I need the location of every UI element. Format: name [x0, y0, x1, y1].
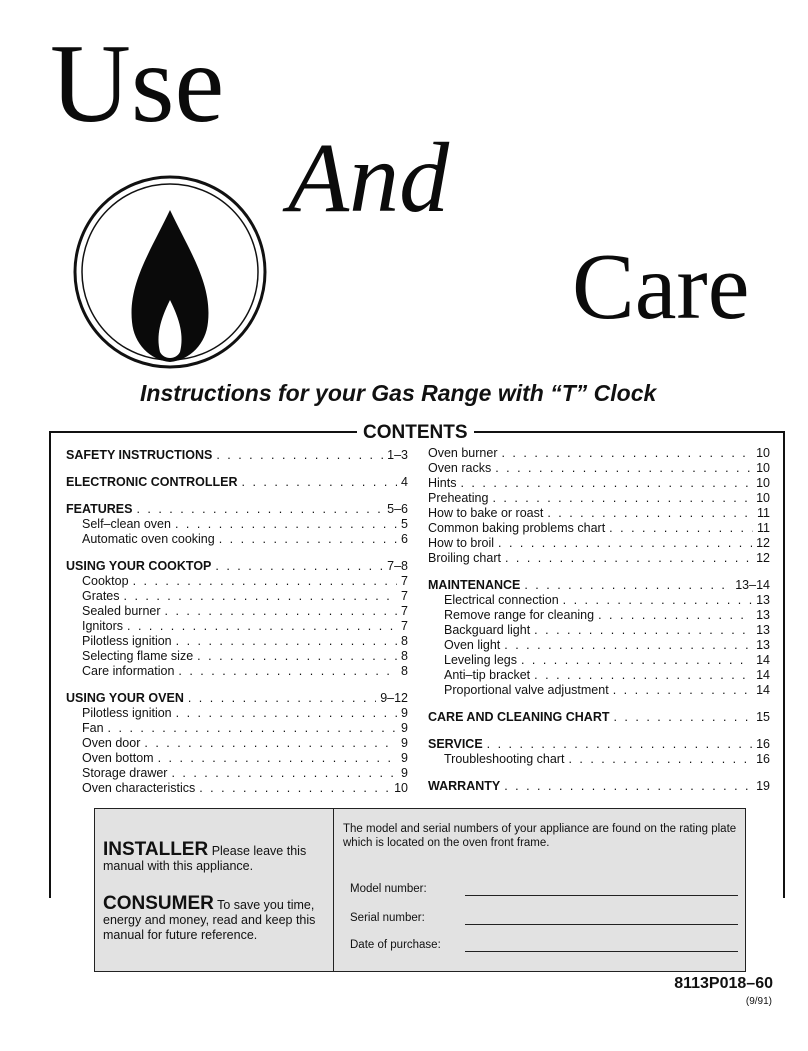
flame-logo-icon — [70, 172, 270, 372]
toc-leader — [216, 448, 383, 463]
toc-page: 7–8 — [387, 559, 408, 573]
toc-page: 8 — [401, 664, 408, 678]
model-number-label: Model number: — [350, 883, 427, 895]
catalog-number: 8113P018–60 — [674, 975, 773, 992]
toc-page: 15 — [756, 710, 770, 724]
toc-row[interactable] — [428, 461, 770, 476]
toc-label: Backguard light — [444, 623, 531, 637]
toc-row[interactable] — [428, 608, 770, 623]
toc-row[interactable] — [428, 551, 770, 566]
toc-page: 13–14 — [735, 578, 770, 592]
toc-row[interactable] — [66, 664, 408, 679]
toc-row[interactable] — [428, 491, 770, 506]
toc-right-column — [428, 446, 770, 794]
toc-leader — [547, 506, 753, 521]
toc-label: Automatic oven cooking — [82, 532, 215, 546]
toc-row[interactable] — [428, 779, 770, 794]
toc-leader — [197, 649, 397, 664]
serial-number-line[interactable] — [465, 924, 738, 925]
toc-label: How to broil — [428, 536, 494, 550]
toc-row[interactable] — [428, 683, 770, 698]
toc-leader — [568, 752, 752, 767]
toc-row[interactable] — [66, 574, 408, 589]
toc-page: 7 — [401, 589, 408, 603]
toc-row[interactable] — [66, 706, 408, 721]
toc-row[interactable] — [66, 589, 408, 604]
toc-label: Storage drawer — [82, 766, 168, 780]
toc-leader — [144, 736, 397, 751]
toc-row[interactable] — [428, 446, 770, 461]
notice-right-panel — [334, 809, 745, 971]
date-of-purchase-line[interactable] — [465, 951, 738, 952]
model-number-field[interactable] — [350, 883, 427, 895]
toc-leader — [487, 737, 752, 752]
toc-page: 8 — [401, 649, 408, 663]
toc-page: 10 — [756, 461, 770, 475]
toc-label: Pilotless ignition — [82, 634, 172, 648]
date-of-purchase-field[interactable] — [350, 939, 441, 951]
toc-leader — [598, 608, 752, 623]
toc-label: Common baking problems chart — [428, 521, 606, 535]
toc-row[interactable] — [66, 736, 408, 751]
toc-leader — [127, 619, 397, 634]
toc-leader — [215, 559, 383, 574]
toc-label: USING YOUR COOKTOP — [66, 559, 212, 573]
toc-row[interactable] — [66, 448, 408, 463]
toc-row[interactable] — [428, 623, 770, 638]
toc-page: 9 — [401, 706, 408, 720]
toc-label: Remove range for cleaning — [444, 608, 595, 622]
toc-row[interactable] — [428, 521, 770, 536]
toc-page: 7 — [401, 574, 408, 588]
toc-leader — [175, 517, 397, 532]
toc-page: 9 — [401, 766, 408, 780]
toc-leader — [108, 721, 398, 736]
toc-row[interactable] — [66, 619, 408, 634]
consumer-block — [103, 895, 331, 943]
toc-leader — [504, 638, 752, 653]
toc-leader — [495, 461, 752, 476]
toc-row[interactable] — [428, 593, 770, 608]
toc-leader — [609, 521, 753, 536]
toc-leader — [158, 751, 397, 766]
toc-page: 9 — [401, 721, 408, 735]
contents-heading: CONTENTS — [357, 422, 474, 444]
toc-leader — [136, 502, 383, 517]
toc-page: 9 — [401, 751, 408, 765]
toc-label: Troubleshooting chart — [444, 752, 565, 766]
toc-label: Electrical connection — [444, 593, 559, 607]
installer-text: Please leave this manual with this appliance. — [103, 844, 307, 873]
toc-page: 5 — [401, 517, 408, 531]
toc-page: 6 — [401, 532, 408, 546]
toc-page: 14 — [756, 683, 770, 697]
toc-row[interactable] — [66, 532, 408, 547]
toc-label: Ignitors — [82, 619, 123, 633]
toc-page: 14 — [756, 668, 770, 682]
toc-label: Oven light — [444, 638, 501, 652]
toc-row[interactable] — [428, 653, 770, 668]
toc-leader — [613, 710, 752, 725]
toc-leader — [501, 446, 752, 461]
toc-label: Grates — [82, 589, 120, 603]
toc-leader — [505, 551, 752, 566]
toc-label: Oven burner — [428, 446, 498, 460]
toc-page: 10 — [756, 476, 770, 490]
toc-row[interactable] — [66, 502, 408, 517]
toc-page: 4 — [401, 475, 408, 489]
toc-label: WARRANTY — [428, 779, 501, 793]
consumer-text: To save you time, energy and money, read and keep this manual for future reference. — [103, 898, 316, 942]
toc-page: 9–12 — [380, 691, 408, 705]
toc-row[interactable] — [428, 506, 770, 521]
toc-leader — [534, 668, 752, 683]
toc-page: 10 — [756, 491, 770, 505]
toc-leader — [492, 491, 752, 506]
toc-page: 10 — [394, 781, 408, 795]
toc-row[interactable] — [66, 475, 408, 490]
toc-leader — [133, 574, 397, 589]
toc-row[interactable] — [66, 721, 408, 736]
toc-row[interactable] — [66, 517, 408, 532]
toc-label: Selecting flame size — [82, 649, 194, 663]
toc-label: Care information — [82, 664, 175, 678]
toc-label: Oven door — [82, 736, 141, 750]
toc-leader — [124, 589, 398, 604]
installer-block — [103, 841, 331, 874]
toc-row[interactable] — [66, 766, 408, 781]
toc-page: 16 — [756, 737, 770, 751]
toc-leader — [176, 634, 397, 649]
toc-label: Oven characteristics — [82, 781, 196, 795]
toc-page: 14 — [756, 653, 770, 667]
toc-leader — [504, 779, 752, 794]
installer-heading: INSTALLER — [103, 839, 209, 860]
toc-leader — [165, 604, 398, 619]
toc-page: 7 — [401, 604, 408, 618]
toc-leader — [563, 593, 752, 608]
toc-label: SAFETY INSTRUCTIONS — [66, 448, 213, 462]
toc-left-column — [66, 448, 408, 796]
toc-leader — [534, 623, 752, 638]
title-care: Care — [572, 235, 750, 339]
toc-leader — [176, 706, 397, 721]
subtitle: Instructions for your Gas Range with “T” Clock — [140, 380, 657, 406]
notice-left-panel — [95, 809, 334, 971]
toc-label: ELECTRONIC CONTROLLER — [66, 475, 238, 489]
toc-page: 13 — [756, 623, 770, 637]
toc-leader — [178, 664, 397, 679]
toc-label: CARE AND CLEANING CHART — [428, 710, 610, 724]
catalog-date: (9/91) — [745, 996, 772, 1007]
toc-page: 19 — [756, 779, 770, 793]
toc-row[interactable] — [428, 638, 770, 653]
toc-page: 10 — [756, 446, 770, 460]
serial-number-field[interactable] — [350, 912, 425, 924]
toc-row[interactable] — [428, 476, 770, 491]
toc-label: Oven bottom — [82, 751, 154, 765]
toc-page: 12 — [756, 536, 770, 550]
toc-leader — [188, 691, 376, 706]
toc-leader — [498, 536, 752, 551]
toc-leader — [219, 532, 397, 547]
toc-leader — [199, 781, 390, 796]
toc-label: Oven racks — [428, 461, 492, 475]
toc-label: Pilotless ignition — [82, 706, 172, 720]
toc-page: 7 — [401, 619, 408, 633]
toc-label: Anti–tip bracket — [444, 668, 531, 682]
toc-leader — [524, 578, 731, 593]
toc-label: Fan — [82, 721, 104, 735]
toc-row[interactable] — [428, 737, 770, 752]
toc-label: Preheating — [428, 491, 489, 505]
toc-leader — [521, 653, 752, 668]
toc-row[interactable] — [428, 710, 770, 725]
toc-row[interactable] — [428, 536, 770, 551]
notice-box — [94, 808, 746, 972]
toc-label: USING YOUR OVEN — [66, 691, 184, 705]
toc-row[interactable] — [66, 649, 408, 664]
toc-page: 12 — [756, 551, 770, 565]
toc-page: 11 — [757, 506, 770, 520]
toc-leader — [613, 683, 752, 698]
toc-page: 5–6 — [387, 502, 408, 516]
toc-row[interactable] — [428, 668, 770, 683]
toc-row[interactable] — [66, 691, 408, 706]
toc-leader — [171, 766, 397, 781]
toc-page: 13 — [756, 608, 770, 622]
toc-leader — [242, 475, 398, 490]
toc-page: 13 — [756, 638, 770, 652]
toc-page: 13 — [756, 593, 770, 607]
rating-plate-note: The model and serial numbers of your appliance are found on the rating plate which is located on the oven front frame. — [343, 823, 737, 849]
consumer-heading: CONSUMER — [103, 893, 214, 914]
toc-row[interactable] — [66, 634, 408, 649]
toc-label: Proportional valve adjustment — [444, 683, 609, 697]
toc-row[interactable] — [66, 781, 408, 796]
toc-label: MAINTENANCE — [428, 578, 521, 592]
toc-page: 8 — [401, 634, 408, 648]
toc-page: 16 — [756, 752, 770, 766]
toc-label: Leveling legs — [444, 653, 517, 667]
toc-row[interactable] — [66, 559, 408, 574]
toc-row[interactable] — [66, 751, 408, 766]
toc-label: Self–clean oven — [82, 517, 171, 531]
toc-page: 1–3 — [387, 448, 408, 462]
toc-label: Hints — [428, 476, 457, 490]
toc-label: Cooktop — [82, 574, 129, 588]
toc-label: SERVICE — [428, 737, 483, 751]
toc-leader — [460, 476, 752, 491]
toc-label: Broiling chart — [428, 551, 501, 565]
toc-page: 9 — [401, 736, 408, 750]
toc-page: 11 — [757, 521, 770, 535]
toc-row[interactable] — [66, 604, 408, 619]
date-of-purchase-label: Date of purchase: — [350, 939, 441, 951]
toc-label: How to bake or roast — [428, 506, 544, 520]
serial-number-label: Serial number: — [350, 912, 425, 924]
title-and: And — [288, 122, 450, 233]
toc-row[interactable] — [428, 752, 770, 767]
toc-label: Sealed burner — [82, 604, 161, 618]
title-use: Use — [50, 22, 225, 146]
model-number-line[interactable] — [465, 895, 738, 896]
toc-row[interactable] — [428, 578, 770, 593]
toc-label: FEATURES — [66, 502, 133, 516]
